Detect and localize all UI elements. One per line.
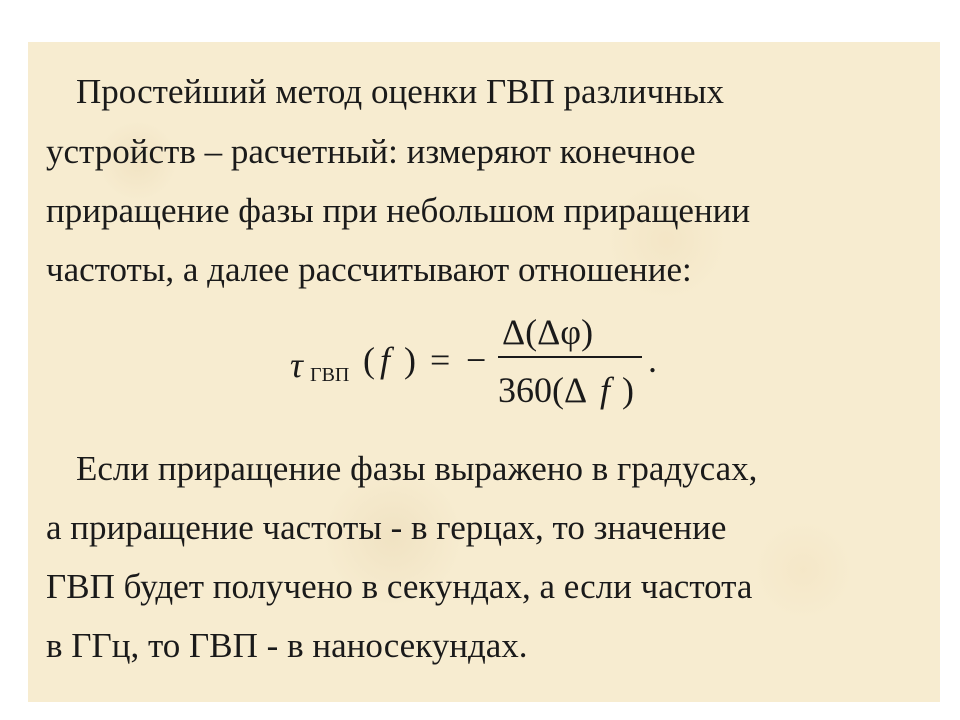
formula-period: .: [648, 340, 657, 380]
formula-minus: −: [466, 340, 487, 380]
formula-denominator: 360(Δ: [498, 370, 588, 410]
formula-lparen: (: [363, 340, 375, 380]
paragraph1-line4: частоты, а далее рассчитывают отношение:: [46, 250, 692, 289]
formula-denominator-f: f: [600, 370, 611, 410]
formula-fraction-bar: [498, 356, 642, 358]
paragraph2-line2: а приращение частоты - в герцах, то значение: [46, 508, 727, 547]
paragraph1-line1: Простейший метод оценки ГВП различных: [76, 72, 724, 111]
formula-numerator: Δ(Δφ): [502, 312, 594, 352]
formula-rparen: ): [404, 340, 416, 380]
paragraph2-line3: ГВП будет получено в секундах, а если частота: [46, 567, 753, 606]
formula-subscript: ГВП: [310, 364, 350, 386]
formula-denominator-close: ): [622, 370, 634, 410]
paragraph1-line3: приращение фазы при небольшом приращении: [46, 191, 751, 230]
formula-tau: τ: [290, 345, 303, 385]
formula-equals: =: [430, 340, 451, 380]
formula-f: f: [380, 340, 391, 380]
paragraph2-line1: Если приращение фазы выражено в градусах,: [76, 449, 758, 488]
paragraph2-line4: в ГГц, то ГВП - в наносекундах.: [46, 626, 528, 665]
slide-background: [28, 42, 940, 702]
paragraph1-line2: устройств – расчетный: измеряют конечное: [46, 132, 696, 171]
